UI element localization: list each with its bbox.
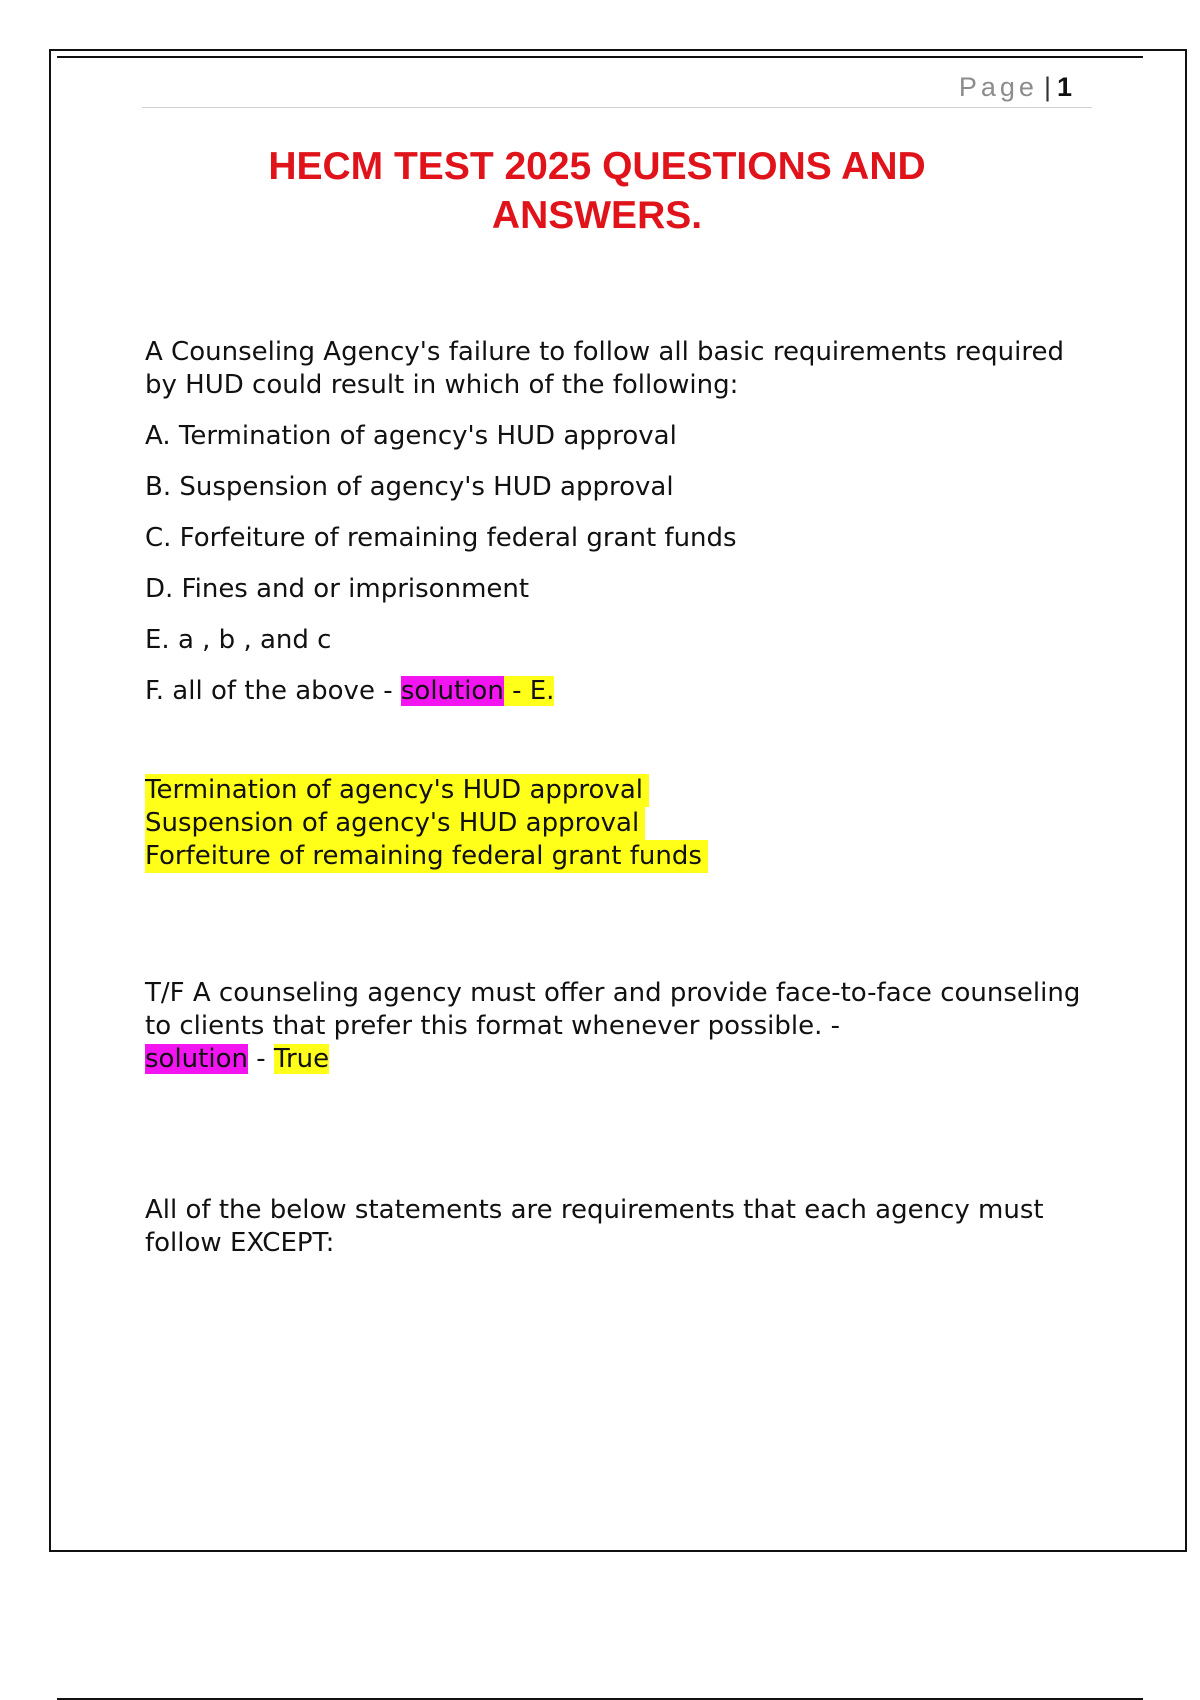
answer-line-2: Suspension of agency's HUD approval bbox=[145, 807, 645, 840]
solution-answer: - E. bbox=[503, 676, 555, 706]
question-1-option-a: A. Termination of agency's HUD approval bbox=[145, 421, 677, 451]
solution-label: solution bbox=[145, 1044, 248, 1074]
title-line-2: ANSWERS. bbox=[491, 194, 703, 237]
solution-answer: True bbox=[273, 1044, 330, 1074]
question-2-solution bbox=[145, 1043, 1090, 1076]
top-rule bbox=[57, 56, 1143, 58]
page-number bbox=[959, 72, 1072, 103]
answer-line-1: Termination of agency's HUD approval bbox=[145, 774, 649, 807]
question-1-option-c: C. Forfeiture of remaining federal grant funds bbox=[145, 523, 737, 553]
question-1-answer-block bbox=[145, 774, 1090, 873]
question-1-option-e: E. a , b , and c bbox=[145, 625, 332, 655]
page-separator: | bbox=[1043, 72, 1051, 102]
document-body bbox=[145, 336, 1090, 1260]
question-2 bbox=[145, 977, 1090, 1076]
solution-label: solution bbox=[400, 676, 504, 706]
question-1-option-f bbox=[145, 675, 1090, 708]
solution-separator: - bbox=[247, 1044, 274, 1074]
question-3 bbox=[145, 1194, 1090, 1260]
header-divider bbox=[142, 107, 1092, 108]
question-3-text: All of the below statements are requirements that each agency must follow EXCEPT: bbox=[145, 1195, 1044, 1258]
question-1-option-b: B. Suspension of agency's HUD approval bbox=[145, 472, 674, 502]
document-title bbox=[142, 142, 1052, 240]
question-1-option-d: D. Fines and or imprisonment bbox=[145, 574, 530, 604]
question-1-text: A Counseling Agency's failure to follow all basic requirements required by HUD could result in which of the following: bbox=[145, 337, 1065, 400]
title-line-1: HECM TEST 2025 QUESTIONS AND bbox=[268, 145, 926, 188]
page-word: Page bbox=[958, 72, 1038, 102]
page-number-value: 1 bbox=[1056, 72, 1072, 102]
answer-line-3: Forfeiture of remaining federal grant funds bbox=[145, 840, 708, 873]
question-2-text: T/F A counseling agency must offer and provide face-to-face counseling to clients that prefer this format whenever possible. - bbox=[145, 978, 1081, 1041]
option-f-text: F. all of the above - bbox=[145, 676, 401, 706]
